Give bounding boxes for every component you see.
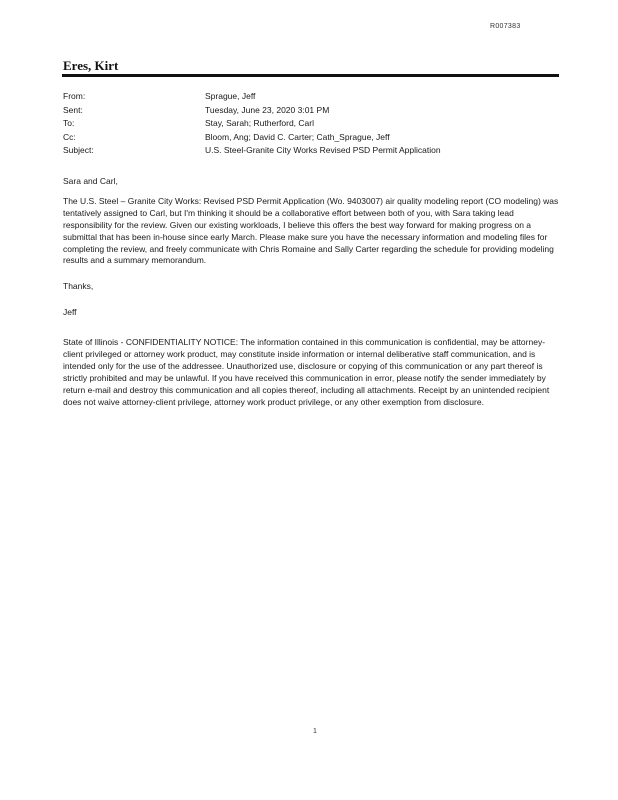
heading-rule [62, 74, 559, 77]
header-cc [63, 131, 563, 145]
header-value: Tuesday, June 23, 2020 3:01 PM [205, 104, 330, 115]
page-number: 1 [313, 728, 317, 735]
header-value: Sprague, Jeff [205, 91, 256, 101]
email-body [63, 176, 559, 423]
signature: Jeff [63, 307, 77, 318]
closing: Thanks, [63, 281, 94, 292]
header-value: Bloom, Ang; David C. Carter; Cath_Sprague, Jeff [205, 131, 390, 142]
body-paragraph: The U.S. Steel – Granite City Works: Revised PSD Permit Application (Wo. 9403007) air quality modeling report (CO modeling) was tentatively assigned to Carl, but I'm thinking it should be a collaborative effort between both of you, with Sara taking lead responsibility for the review. Given our existing workloads, I believe this offers the best way forward for making progress on a submittal that has been in-house since early March. Please make sure you have the necessary information and modeling files for completing the review, and freely communicate with Chris Romaine and Sally Carter regarding the schedule for providing modeling results and a summary memorandum. [63, 195, 559, 266]
header-label: Sent: [63, 104, 83, 115]
email-headers [63, 90, 563, 158]
header-label: From: [63, 91, 86, 101]
header-subject [63, 144, 563, 158]
header-label: To: [63, 118, 75, 128]
header-value: Stay, Sarah; Rutherford, Carl [205, 118, 314, 128]
salutation: Sara and Carl, [63, 176, 118, 186]
header-label: Subject: [63, 145, 94, 155]
header-label: Cc: [63, 131, 76, 142]
header-value: U.S. Steel-Granite City Works Revised PSD Permit Application [205, 145, 441, 155]
author-heading: Eres, Kirt [63, 58, 119, 73]
bates-number: R007383 [490, 23, 521, 30]
header-from [63, 90, 563, 104]
header-sent [63, 104, 563, 118]
header-to [63, 117, 563, 131]
confidentiality-notice: State of Illinois - CONFIDENTIALITY NOTICE: The information contained in this communication is confidential, may be attorney-client privileged or attorney work product, may constitute inside information or internal deliberative staff communication, and is intended only for the use of the addressee. Unauthorized use, disclosure or copying of this communication or any part thereof is strictly prohibited and may be unlawful. If you have received this communication in error, please notify the sender immediately by return e-mail and destroy this communication and all copies thereof, including all attachments. Receipt by an unintended recipient does not waive attorney-client privilege, attorney work product privilege, or any other exemption from disclosure. [63, 337, 550, 407]
